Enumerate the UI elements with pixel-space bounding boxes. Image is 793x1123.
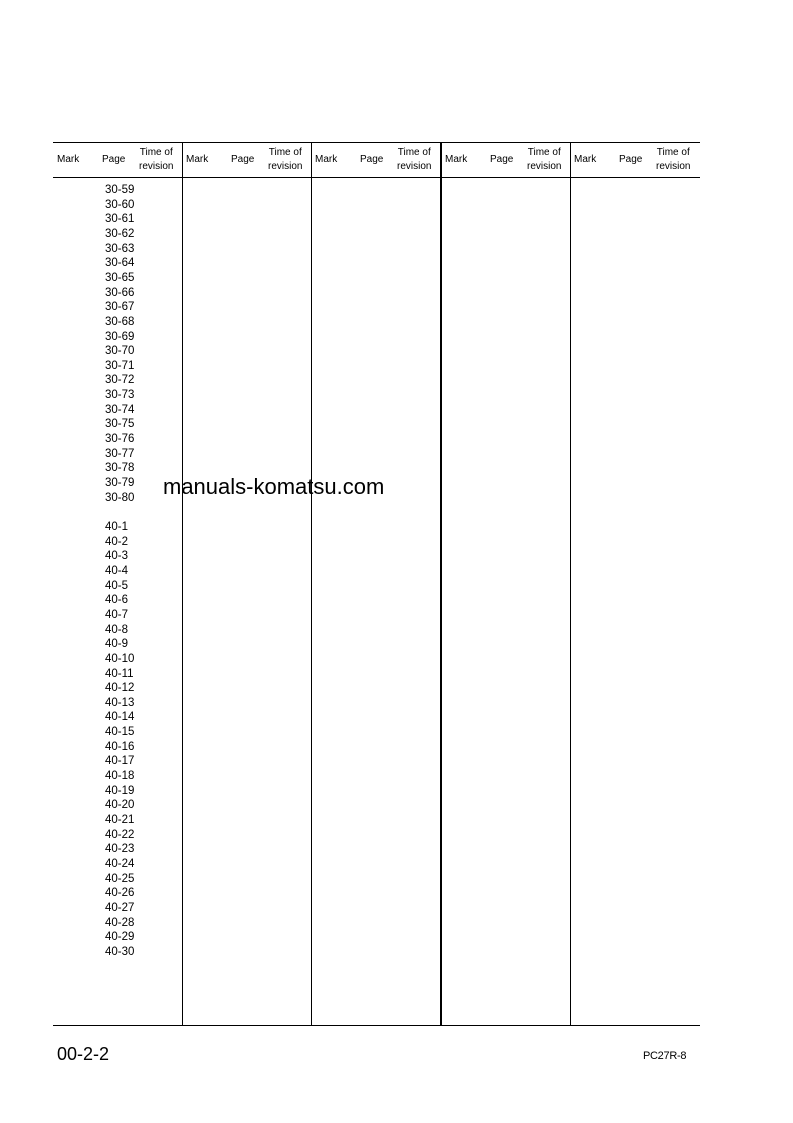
- page-entry: 30-66: [105, 286, 135, 299]
- page-entry: 30-67: [105, 301, 135, 314]
- page-entry: 40-8: [105, 623, 129, 636]
- page-entry: 40-2: [105, 535, 129, 548]
- page-entry: 40-7: [105, 608, 129, 621]
- column-divider: [311, 142, 312, 1025]
- page-entry: 40-16: [105, 740, 135, 753]
- header-time-of-revision: [139, 142, 179, 177]
- header-time-line1: Time of: [397, 146, 431, 158]
- page-entry: 40-13: [105, 696, 135, 709]
- page-entry: 40-30: [105, 945, 135, 958]
- page-entry: 30-68: [105, 315, 135, 328]
- page-entry: 30-62: [105, 227, 135, 240]
- page-entry: 40-15: [105, 726, 135, 739]
- page-entry: 40-28: [105, 916, 135, 929]
- header-page: Page: [231, 154, 255, 165]
- header-page: Page: [102, 154, 126, 165]
- page-entry: 30-73: [105, 389, 135, 402]
- page-entry: 40-21: [105, 814, 135, 826]
- page-entry: 40-3: [105, 550, 129, 563]
- header-time-line1: Time of: [527, 146, 561, 158]
- page-entry: 30-63: [105, 242, 135, 255]
- header-time-line1: Time of: [656, 146, 690, 158]
- page-entry: 40-24: [105, 857, 135, 870]
- header-time-of-revision: [527, 142, 567, 177]
- page-entry: 30-79: [105, 477, 135, 489]
- page-entry: 40-14: [105, 711, 135, 724]
- header-page: Page: [360, 154, 384, 165]
- header-mark: Mark: [57, 154, 80, 165]
- page-entry: 30-75: [105, 418, 135, 431]
- header-time-line2: revision: [268, 160, 303, 172]
- page-entry: 40-1: [105, 521, 129, 533]
- page-entry: 40-12: [105, 682, 135, 695]
- page-entry: 30-60: [105, 198, 135, 211]
- page-entry: 30-65: [105, 271, 135, 284]
- header-mark: Mark: [445, 154, 468, 165]
- page-entry: 40-9: [105, 638, 129, 651]
- model-code: PC27R-8: [643, 1050, 687, 1062]
- page-entry: 30-72: [105, 374, 135, 387]
- header-mark: Mark: [574, 154, 597, 165]
- header-time-of-revision: [656, 142, 696, 177]
- page-entry: 40-4: [105, 564, 129, 577]
- page-entry: 30-71: [105, 359, 135, 372]
- page-entry: 40-17: [105, 755, 135, 768]
- page-entry: 30-61: [105, 213, 135, 226]
- column-divider: [182, 142, 183, 1025]
- column-divider: [570, 142, 571, 1025]
- page-entry: 40-11: [105, 667, 134, 680]
- page-entry: 30-74: [105, 403, 135, 416]
- page-entry: 30-69: [105, 330, 135, 343]
- header-time-line2: revision: [139, 160, 174, 172]
- header-time-line2: revision: [527, 160, 562, 172]
- header-time-of-revision: [397, 142, 437, 177]
- page-entry: 40-25: [105, 872, 135, 885]
- page-entry: 30-77: [105, 447, 135, 460]
- page-entry: 40-6: [105, 594, 129, 607]
- page-entry: 40-19: [105, 784, 135, 797]
- header-page: Page: [490, 154, 514, 165]
- page-entry: 30-80: [105, 491, 135, 504]
- table-header-rule: [53, 177, 700, 178]
- page-entry: 40-29: [105, 931, 135, 944]
- page-entry: 40-27: [105, 901, 135, 914]
- page-entry: 40-23: [105, 843, 135, 856]
- header-time-line1: Time of: [139, 146, 173, 158]
- page-entry: 30-70: [105, 345, 135, 358]
- header-time-line2: revision: [397, 160, 432, 172]
- page-entry: 30-76: [105, 433, 135, 446]
- header-mark: Mark: [186, 154, 209, 165]
- page-entry: 40-26: [105, 887, 135, 900]
- table-bottom-rule: [53, 1025, 700, 1026]
- page-entry: 30-59: [105, 184, 135, 196]
- header-page: Page: [619, 154, 643, 165]
- header-time-line2: revision: [656, 160, 691, 172]
- page-entry: 30-64: [105, 257, 135, 270]
- header-time-of-revision: [268, 142, 308, 177]
- page-entry: 40-10: [105, 652, 135, 665]
- watermark: manuals-komatsu.com: [163, 474, 385, 499]
- page-number: 00-2-2: [57, 1044, 110, 1064]
- column-divider: [440, 142, 442, 1025]
- page-entry: 40-18: [105, 770, 135, 783]
- page-entry: 40-22: [105, 828, 135, 841]
- header-mark: Mark: [315, 154, 338, 165]
- page-entry: 30-78: [105, 462, 135, 475]
- page-entry: 40-20: [105, 799, 135, 812]
- header-time-line1: Time of: [268, 146, 302, 158]
- page-entry: 40-5: [105, 579, 129, 592]
